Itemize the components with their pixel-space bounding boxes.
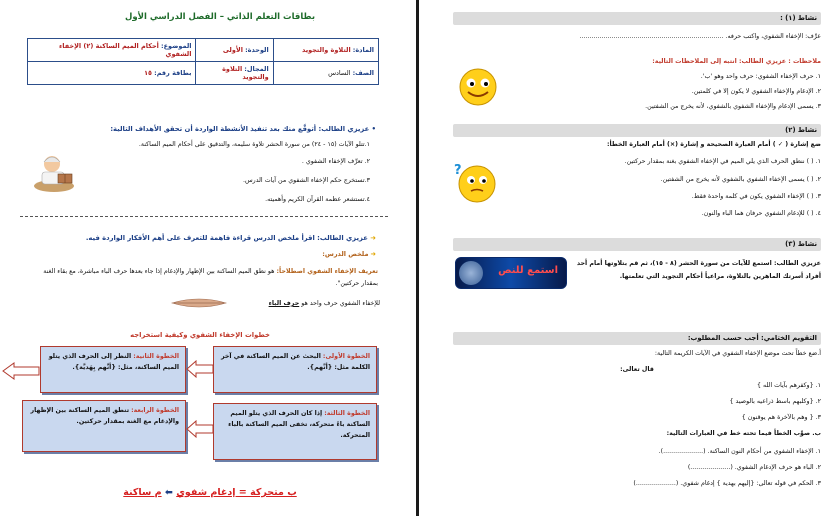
goal-item: ٣.تستخرج حكم الإخفاء الشفوي من آيات الدرس.	[242, 177, 370, 184]
final-a-item: ٣. { وهم بالآخرة هم يوقنون }	[741, 414, 821, 421]
activity-2-instructions: ضع إشارة ( ✓ ) أمام العبارة الصحيحة و إشارة (×) أمام العبارة الخطأ:	[606, 141, 821, 148]
page-title: بطاقات التعلم الذاتي – الفصل الدراسي الأول	[124, 12, 316, 22]
goal-item: ٤.تستشعر عظمة القرآن الكريم وأهميته.	[265, 196, 370, 203]
notes-heading: ملاحظات : عزيزي الطالب: انتبه إلى الملاحظات التالية:	[652, 58, 821, 65]
info-table	[27, 38, 379, 85]
activity-2-item: ٤. ( ) للإدغام الشفوي حرفان هما الباء والنون.	[701, 210, 821, 217]
listen-button[interactable]: استمع للنص	[455, 257, 567, 289]
goal-item: ١.تتلو الآيات (١٥ - ٢٤) من سورة الحشر تلاوة سليمة، والتدقيق على أحكام الميم الساكنة.	[138, 141, 370, 148]
card-number-cell: بطاقة رقم: ١٥	[28, 62, 196, 85]
right-page	[437, 0, 825, 516]
step-4-box: الخطوة الرابعة: تنطق الميم الساكنة بين الإظهار والإدغام مع الغنة بمقدار حركتين.	[22, 400, 186, 452]
arrow-icon: ⬅	[161, 487, 173, 498]
lips-image	[170, 297, 228, 309]
thinking-face-illustration	[451, 160, 499, 206]
summary-subheading: ➜ ملخص الدرس:	[322, 250, 376, 258]
definition-letter: للإخفاء الشفوي حرف واحد هو حرف الباء	[268, 300, 380, 307]
note-item: ٢. الإدغام والإخفاء الشفوي لا يكون إلا في كلمتين.	[691, 88, 821, 95]
activity-1-header: نشاط (١) :	[453, 12, 821, 25]
arrow-step3-to-step4	[186, 420, 214, 438]
activity-2-item: ١. ( ) ننطق الحرف الذي يلي الميم في الإخفاء الشفوي بغنة بمقدار حركتين.	[624, 158, 821, 165]
formula: ب متحركة = إدغام شفوي ⬅ م ساكنة	[123, 487, 297, 498]
svg-text:?: ?	[454, 163, 462, 178]
topic-cell: الموضوع: أحكام الميم الساكنة (٢) الإخفاء الشفوي	[28, 39, 196, 62]
page-divider	[416, 0, 419, 516]
definition-text: تعريف الإخفاء الشفوي اصطلاحاً: هو نطق الميم الساكنة بين الإظهار والإدغام إذا جاء بعدها حرف الباء مباشرة، مع بقاء الغنة بمقدار حركتين".	[43, 268, 378, 287]
activity-3-header: نشاط (٣)	[453, 238, 821, 251]
unit-cell: الوحدة: الأولى	[196, 39, 273, 62]
final-a-item: ١. {وكفرهم بآيات الله }	[756, 382, 821, 389]
note-item: ٣. يسمى الإدغام والإخفاء الشفوي بالشفوي، لأنه يخرج من الشفتين.	[645, 103, 821, 110]
quran-reader-illustration	[32, 150, 76, 194]
final-part-b: ب. صوِّب الخطأ فيما تحته خط في العبارات التالية:	[666, 430, 821, 437]
activity-3-text: عزيزي الطالب: استمع للآيات من سورة الحشر (٨ - ١٥)، ثم قم بتلاوتها أمام أحد أفراد أسرتك الماهرين بالتلاوة، مراعياً أحكام التجويد التي تعلمتها.	[576, 260, 821, 280]
section-divider	[20, 216, 388, 217]
step-3-box: الخطوة الثالثة: إذا كان الحرف الذي يتلو الميم الساكنة باءً متحركة، تخفى الميم الساكنة بالباء المتحركة.	[213, 403, 377, 460]
step-2-box: الخطوة الثانية: النظر إلى الحرف الذي يتلو الميم الساكنة، مثل: {أنَّهم بِهَديَّة}.	[40, 346, 186, 393]
goals-heading: • عزيزي الطالب: أتوقَّع منك بعد تنفيذ الأنشطة الواردة أن تحقق الأهداف التالية:	[110, 125, 376, 133]
final-assessment-header: التقويم الختامي: أجب حسب المطلوب:	[453, 332, 821, 345]
final-a-item: ٢. {وكلبهم باسط ذراعيه بالوصيد }	[729, 398, 821, 405]
speaker-icon	[459, 261, 483, 285]
subject-cell: المادة: التلاوة والتجويد	[273, 39, 378, 62]
final-b-item: ١. الإخفاء الشفوي من أحكام النون الساكنة. (....................).	[658, 448, 821, 455]
note-item: ١. حرف الإخفاء الشفوي: حرف واحد وهو 'ب'.	[700, 73, 821, 80]
final-b-item: ٢. الباء هو حرف الإدغام الشفوي. (....................)	[687, 464, 821, 471]
activity-1-question: عرِّف: الإخفاء الشفوي، واكتب حرفه. ........................................................................	[579, 33, 821, 40]
arrow-step1-to-step2	[186, 360, 214, 378]
activity-2-item: ٢. ( ) يسمى الإخفاء الشفوي بالشفوي لأنه يخرج من الشفتين.	[660, 176, 821, 183]
steps-title: خطوات الإخفاء الشفوي وكيفية استخراجه	[130, 331, 270, 339]
activity-2-item: ٣. ( ) الإخفاء الشفوي يكون في كلمة واحدة فقط.	[691, 193, 821, 200]
smiley-illustration	[457, 66, 499, 108]
arrow-step2-left	[2, 362, 40, 380]
summary-heading: ➜ عزيزي الطالب: اقرأ ملخص الدرس قراءة فاهمة للتعرف على أهم الأفكار الواردة فيه.	[85, 234, 376, 242]
field-cell: المجال: التلاوة والتجويد	[196, 62, 273, 85]
activity-2-header: نشاط (٢)	[453, 124, 821, 137]
final-part-a-intro: قال تعالى:	[620, 366, 654, 373]
final-part-a: أ.ضع خطاً تحت موضع الإخفاء الشفوي في الآيات الكريمة التالية:	[654, 350, 821, 357]
step-1-box: الخطوة الأولى: البحث عن الميم الساكنة في آخر الكلمة مثل: {أنَّهم}.	[213, 346, 377, 393]
goal-item: ٢. تعرِّف الإخفاء الشفوي .	[301, 158, 370, 165]
left-page	[0, 0, 408, 516]
grade-cell: الصف: السادس	[273, 62, 378, 85]
final-b-item: ٣. الحكم في قوله تعالى: {إليهم بهدية } إدغام شفوي. (....................)	[633, 480, 821, 487]
